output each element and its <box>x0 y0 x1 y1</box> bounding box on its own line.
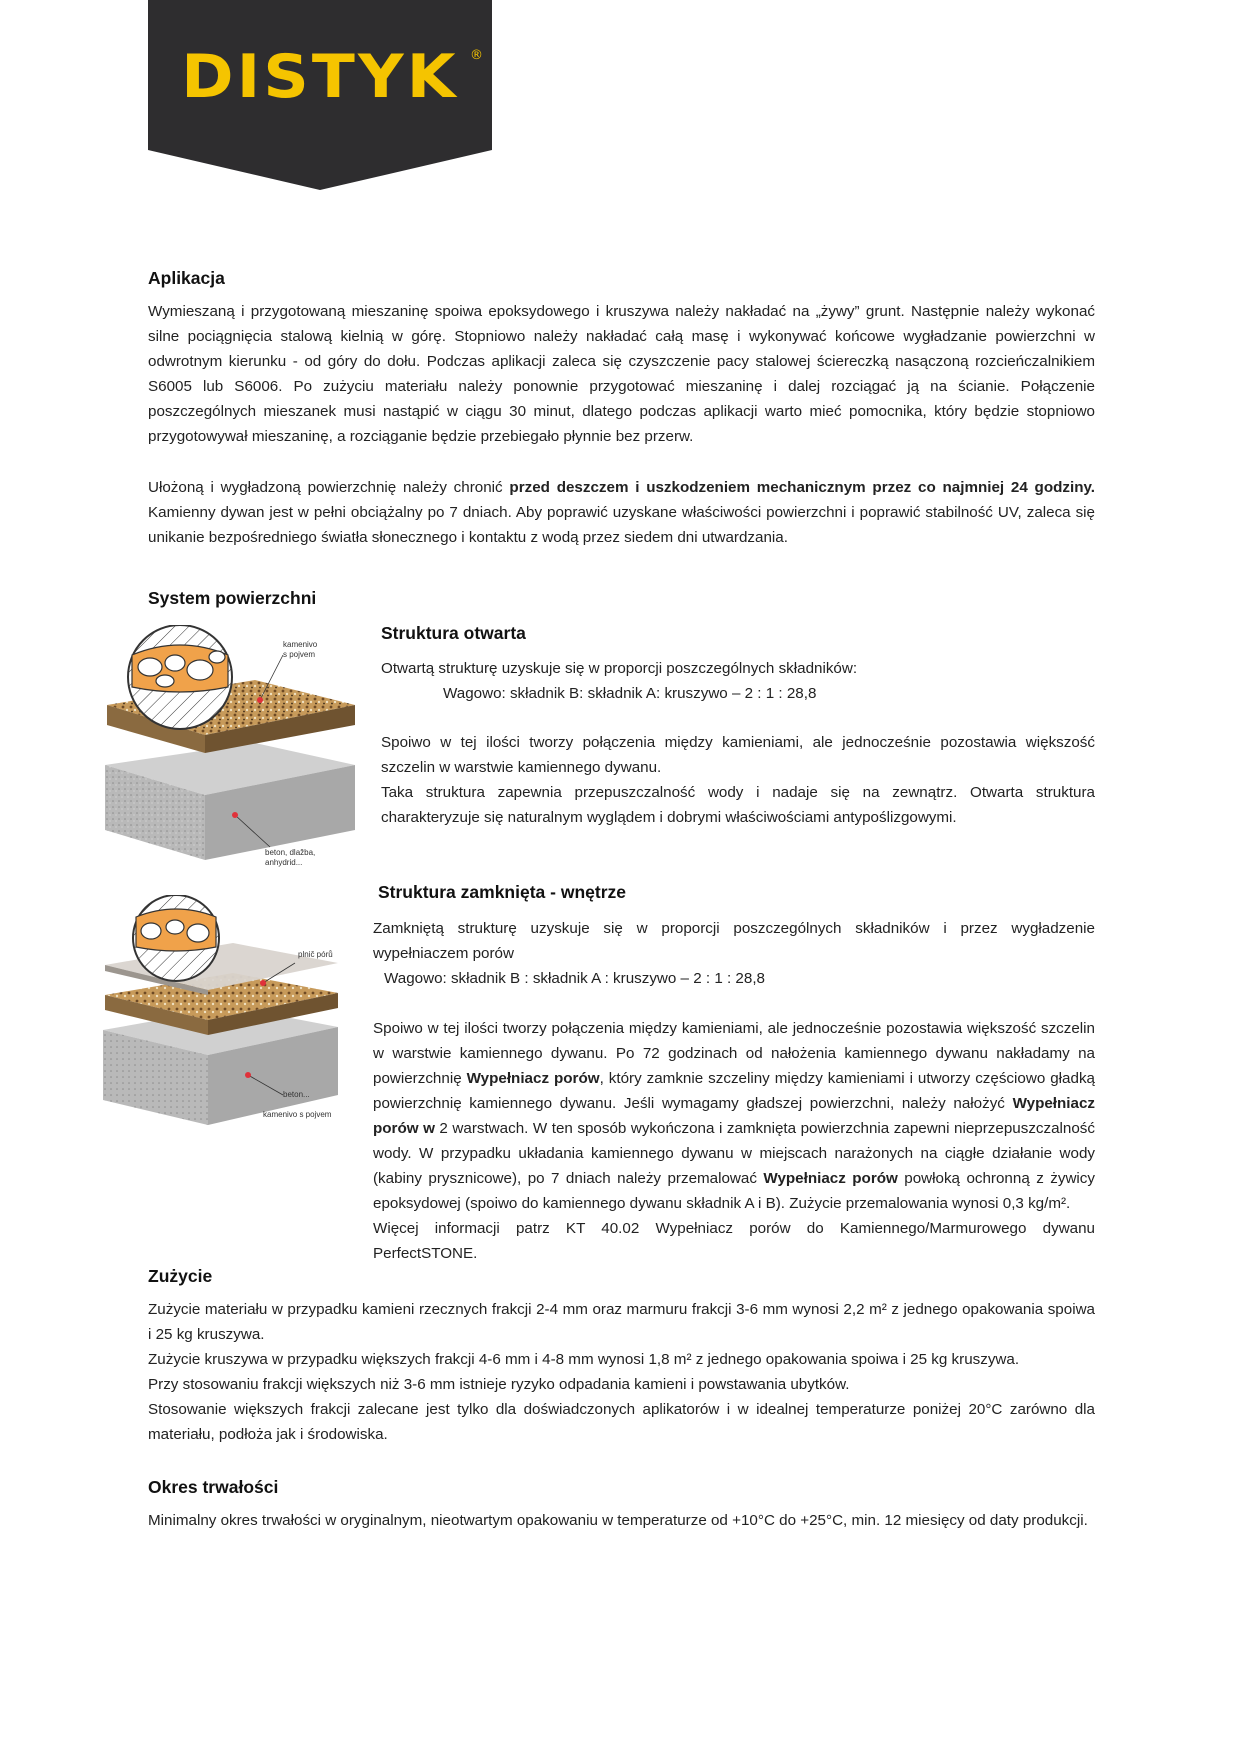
aplikacja-paragraph-1: Wymieszaną i przygotowaną mieszaninę spoiwa epoksydowego i kruszywa należy nakładać na „żywy” grunt. Następnie należy wykonać silne pociągnięcia stalową kielnią w górę. Stopniowo należy nakładać całą masę i wykonywać końcowe wygładzanie powierzchni w odwrotnym kierunku - od góry do dołu. Podczas aplikacji zaleca się czyszczenie pacy stalowej ściereczką nasączoną rozcieńczalnikiem S6005 lub S6006. Po zużyciu materiału należy ponownie przygotować mieszaninę i dalej rozciągać ją na ścianie. Połączenie poszczególnych mieszanek musi nastąpić w ciągu 30 minut, dlatego podczas aplikacji warto mieć pomocnika, który będzie stopniowo przygotowywał mieszaninę, a rozciąganie będzie przebiegało płynnie bez przerw. <box>148 303 1095 445</box>
p2-text-bold: przed deszczem i uszkodzeniem mechanicznym przez co najmniej 24 godziny. <box>509 479 1096 496</box>
zuzycie-line-1: Zużycie materiału w przypadku kamieni rzecznych frakcji 2-4 mm oraz marmuru frakcji 3-6 mm wynosi 2,2 m² z jednego opakowania spoiwa i 25 kg kruszywa. <box>148 1301 1095 1343</box>
zuzycie-text <box>148 1297 1095 1447</box>
heading-struktura-zamknieta: Struktura zamknięta - wnętrze <box>378 882 626 902</box>
closed-desc-g: powłoką ochronną z żywicy epoksydowej (spoiwo do kamiennego dywanu składnik A i B). Zużycie przemalowania wynosi 0,3 kg/m². <box>373 1170 1095 1212</box>
closed-desc-bold-1: Wypełniacz porów <box>466 1070 600 1087</box>
closed-desc-bold-2: Wypełniacz porów w <box>373 1095 1095 1137</box>
logo-wordmark: DISTYK <box>181 42 459 112</box>
open-label-top-2: s pojvem <box>283 650 316 659</box>
closed-description <box>373 1016 1095 1266</box>
open-ratio: Wagowo: składnik B: składnik A: kruszywo – 2 : 1 : 28,8 <box>443 685 817 702</box>
closed-label-top: plnič pórů <box>298 950 333 959</box>
heading-system-powierzchni: System powierzchni <box>148 588 317 608</box>
open-structure-illustration <box>105 625 370 870</box>
heading-okres-trwalosci: Okres trwałości <box>148 1477 279 1497</box>
closed-desc-c: , który zamknie szczeliny między kamieniami i utworzy częściowo gładką powierzchnię kamiennego dywanu. Jeśli wymagamy gładszej powierzchni, należy nałożyć <box>373 1070 1095 1112</box>
heading-zuzycie: Zużycie <box>148 1266 213 1286</box>
closed-label-bottom-1: beton... <box>283 1090 310 1099</box>
closed-structure-illustration <box>103 895 368 1135</box>
distyk-logo <box>148 0 492 190</box>
open-intro: Otwartą strukturę uzyskuje się w proporcji poszczególnych składników: <box>381 660 858 677</box>
p2-text-c: Kamienny dywan jest w pełni obciążalny po 7 dniach. Aby poprawić uzyskane właściwości powierzchni i poprawić stabilność UV, zaleca się unikanie bezpośredniego światła słonecznego i kontaktu z wodą przez siedem dni utwardzania. <box>148 504 1095 546</box>
zuzycie-line-4: Stosowanie większych frakcji zalecane jest tylko dla doświadczonych aplikatorów i w idealnej temperaturze poniżej 20°C zarówno dla materiału, podłoża jak i środowiska. <box>148 1401 1095 1443</box>
closed-desc-more-info: Więcej informacji patrz KT 40.02 Wypełniacz porów do Kamiennego/Marmurowego dywanu PerfectSTONE. <box>373 1220 1095 1262</box>
closed-intro: Zamkniętą strukturę uzyskuje się w proporcji poszczególnych składników i przez wygładzenie wypełniaczem porów <box>373 920 1095 962</box>
open-description-1: Spoiwo w tej ilości tworzy połączenia między kamieniami, ale jednocześnie pozostawia większość szczelin w warstwie kamiennego dywanu. <box>381 734 1095 776</box>
registered-mark: ® <box>470 48 483 63</box>
closed-label-bottom-2: kamenivo s pojvem <box>263 1110 332 1119</box>
closed-ratio: Wagowo: składnik B : składnik A : kruszywo – 2 : 1 : 28,8 <box>384 970 765 987</box>
closed-desc-a: Spoiwo w tej ilości tworzy połączenia między kamieniami, ale jednocześnie pozostawia większość szczelin w warstwie kamiennego dywanu. Po 72 godzinach od nałożenia kamiennego dywanu nakładamy na powierzchnię <box>373 1020 1095 1087</box>
open-label-bottom-2: anhydrid... <box>265 858 303 867</box>
heading-aplikacja: Aplikacja <box>148 268 225 288</box>
okres-text: Minimalny okres trwałości w oryginalnym, nieotwartym opakowaniu w temperaturze od +10°C do +25°C, min. 12 miesięcy od daty produkcji. <box>148 1512 1088 1529</box>
open-description-2: Taka struktura zapewnia przepuszczalność wody i nadaje się na zewnątrz. Otwarta struktura charakteryzuje się naturalnym wyglądem i dobrymi właściwościami antypoślizgowymi. <box>381 784 1095 826</box>
closed-desc-bold-3: Wypełniacz porów <box>763 1170 898 1187</box>
zuzycie-line-2: Zużycie kruszywa w przypadku większych frakcji 4-6 mm i 4-8 mm wynosi 1,8 m² z jednego opakowania spoiwa i 25 kg kruszywa. <box>148 1351 1020 1368</box>
aplikacja-paragraph-2 <box>148 475 1095 550</box>
heading-struktura-otwarta: Struktura otwarta <box>381 623 526 643</box>
p2-text-a: Ułożoną i wygładzoną powierzchnię należy chronić <box>148 479 510 496</box>
open-label-bottom-1: beton, dlažba, <box>265 848 316 857</box>
closed-desc-e: 2 warstwach. W ten sposób wykończona i zamknięta powierzchnia zapewni nieprzepuszczalność wody. W przypadku układania kamiennego dywanu w miejscach narażonych na ciągłe działanie wody (kabiny prysznicowe), po 7 dniach należy przemalować <box>373 1120 1095 1187</box>
open-label-top-1: kamenivo <box>283 640 318 649</box>
zuzycie-line-3: Przy stosowaniu frakcji większych niż 3-6 mm istnieje ryzyko odpadania kamieni i powstawania ubytków. <box>148 1376 850 1393</box>
